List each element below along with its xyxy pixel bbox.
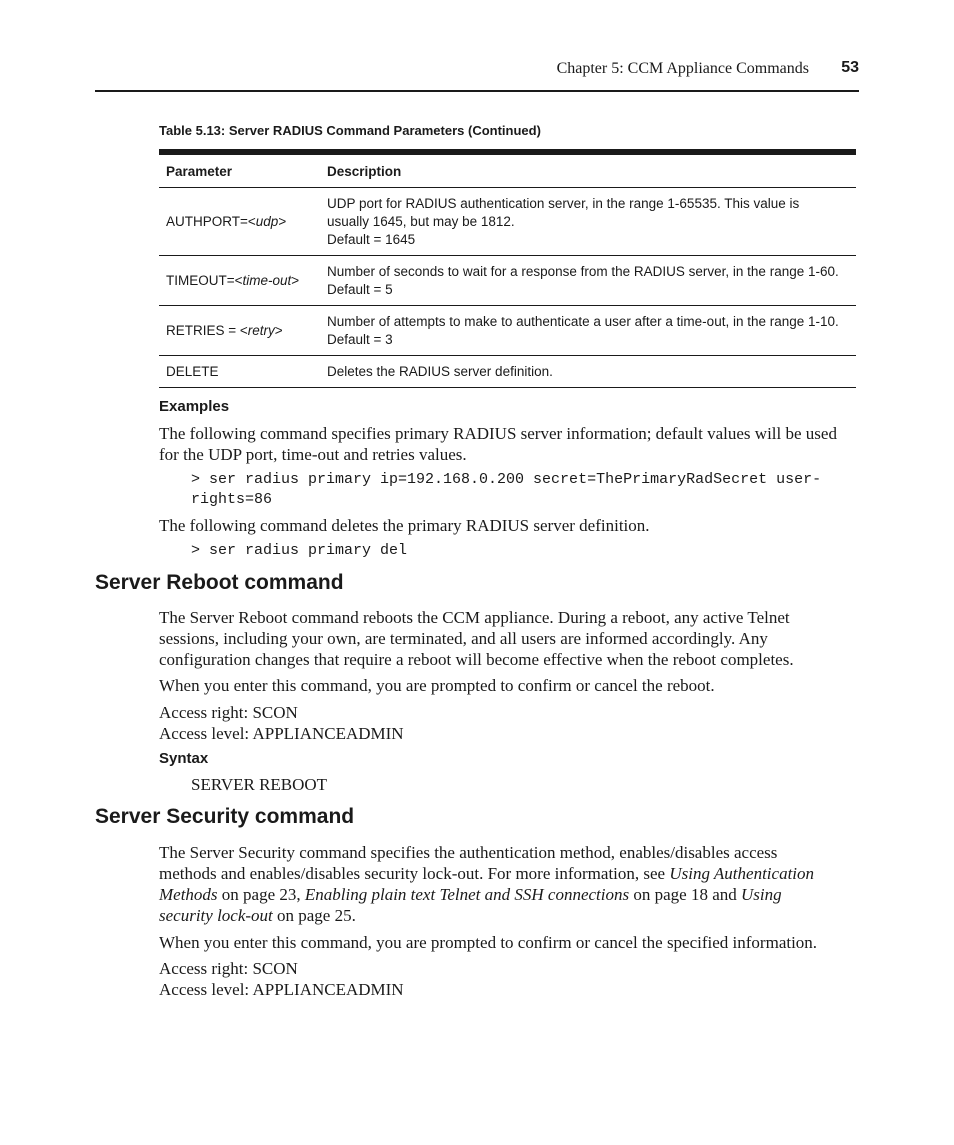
- chapter-title: Chapter 5: CCM Appliance Commands: [556, 60, 809, 77]
- column-header-parameter: Parameter: [166, 164, 233, 179]
- security-description: The Server Security command specifies the authentication method, enables/disables access methods and enables/disables security lock-out. For more information, see Using Authentication Methods on page 23, Enabling plain text Telnet and SSH connections on page 18 and Using security lock-out on page 25.: [159, 843, 815, 925]
- table-row: [159, 256, 856, 306]
- description-cell: Number of attempts to make to authenticate a user after a time-out, in the range 1-10. Default = 3: [327, 313, 839, 347]
- link-enabling-plain-text[interactable]: Enabling plain text Telnet and SSH connections: [304, 885, 630, 904]
- security-access-info: Access right: SCON Access level: APPLIANCEADMIN: [159, 959, 404, 999]
- table-header-row: [159, 152, 856, 188]
- table-caption: Table 5.13: Server RADIUS Command Parameters (Continued): [159, 123, 541, 138]
- examples-intro: The following command specifies primary RADIUS server information; default values will be used for the UDP port, time-out and retries values.: [159, 424, 837, 464]
- reboot-access-info: Access right: SCON Access level: APPLIANCEADMIN: [159, 703, 404, 743]
- link-using-security-lockout[interactable]: Using: [741, 885, 782, 904]
- parameters-table: [159, 149, 856, 388]
- description-cell: Number of seconds to wait for a response from the RADIUS server, in the range 1-60. Default = 5: [327, 263, 839, 297]
- syntax-text: SERVER REBOOT: [191, 775, 328, 794]
- example-code-delete: > ser radius primary del: [191, 542, 408, 559]
- description-cell: Deletes the RADIUS server definition.: [327, 363, 553, 379]
- parameter-cell: RETRIES = <retry>: [166, 322, 283, 338]
- link-using-authentication-methods[interactable]: Using Authentication: [669, 864, 815, 883]
- description-cell: UDP port for RADIUS authentication server, in the range 1-65535. This value is usually 1645, but may be 1812. Default = 1645: [327, 195, 800, 247]
- example-code-primary: > ser radius primary ip=192.168.0.200 secret=ThePrimaryRadSecret user- rights=86: [191, 471, 822, 508]
- table-row: [159, 188, 856, 256]
- section-heading-server-reboot: Server Reboot command: [95, 571, 344, 594]
- link-using-security-lockout-cont[interactable]: security lock-out: [159, 906, 273, 925]
- section-heading-server-security: Server Security command: [95, 805, 355, 828]
- syntax-heading: Syntax: [159, 750, 209, 767]
- reboot-description: The Server Reboot command reboots the CCM appliance. During a reboot, any active Telnet sessions, including your own, are terminated, and all users are informed accordingly. Any configuration changes that require a reboot will become effective when the reboot completes.: [159, 608, 794, 669]
- examples-delete-text: The following command deletes the primary RADIUS server definition.: [159, 516, 650, 535]
- parameter-cell: AUTHPORT=<udp>: [166, 213, 287, 229]
- link-using-authentication-methods-cont[interactable]: Methods: [159, 885, 218, 904]
- table-row: [159, 356, 856, 388]
- reboot-confirm-text: When you enter this command, you are prompted to confirm or cancel the reboot.: [159, 676, 715, 695]
- security-confirm-text: When you enter this command, you are prompted to confirm or cancel the specified information.: [159, 933, 818, 952]
- table-row: [159, 306, 856, 356]
- parameter-cell: TIMEOUT=<time-out>: [166, 272, 300, 288]
- column-header-description: Description: [327, 164, 402, 179]
- running-header: [95, 58, 859, 92]
- parameter-cell: DELETE: [166, 363, 219, 379]
- examples-heading: Examples: [159, 398, 230, 415]
- page-number: 53: [841, 59, 859, 76]
